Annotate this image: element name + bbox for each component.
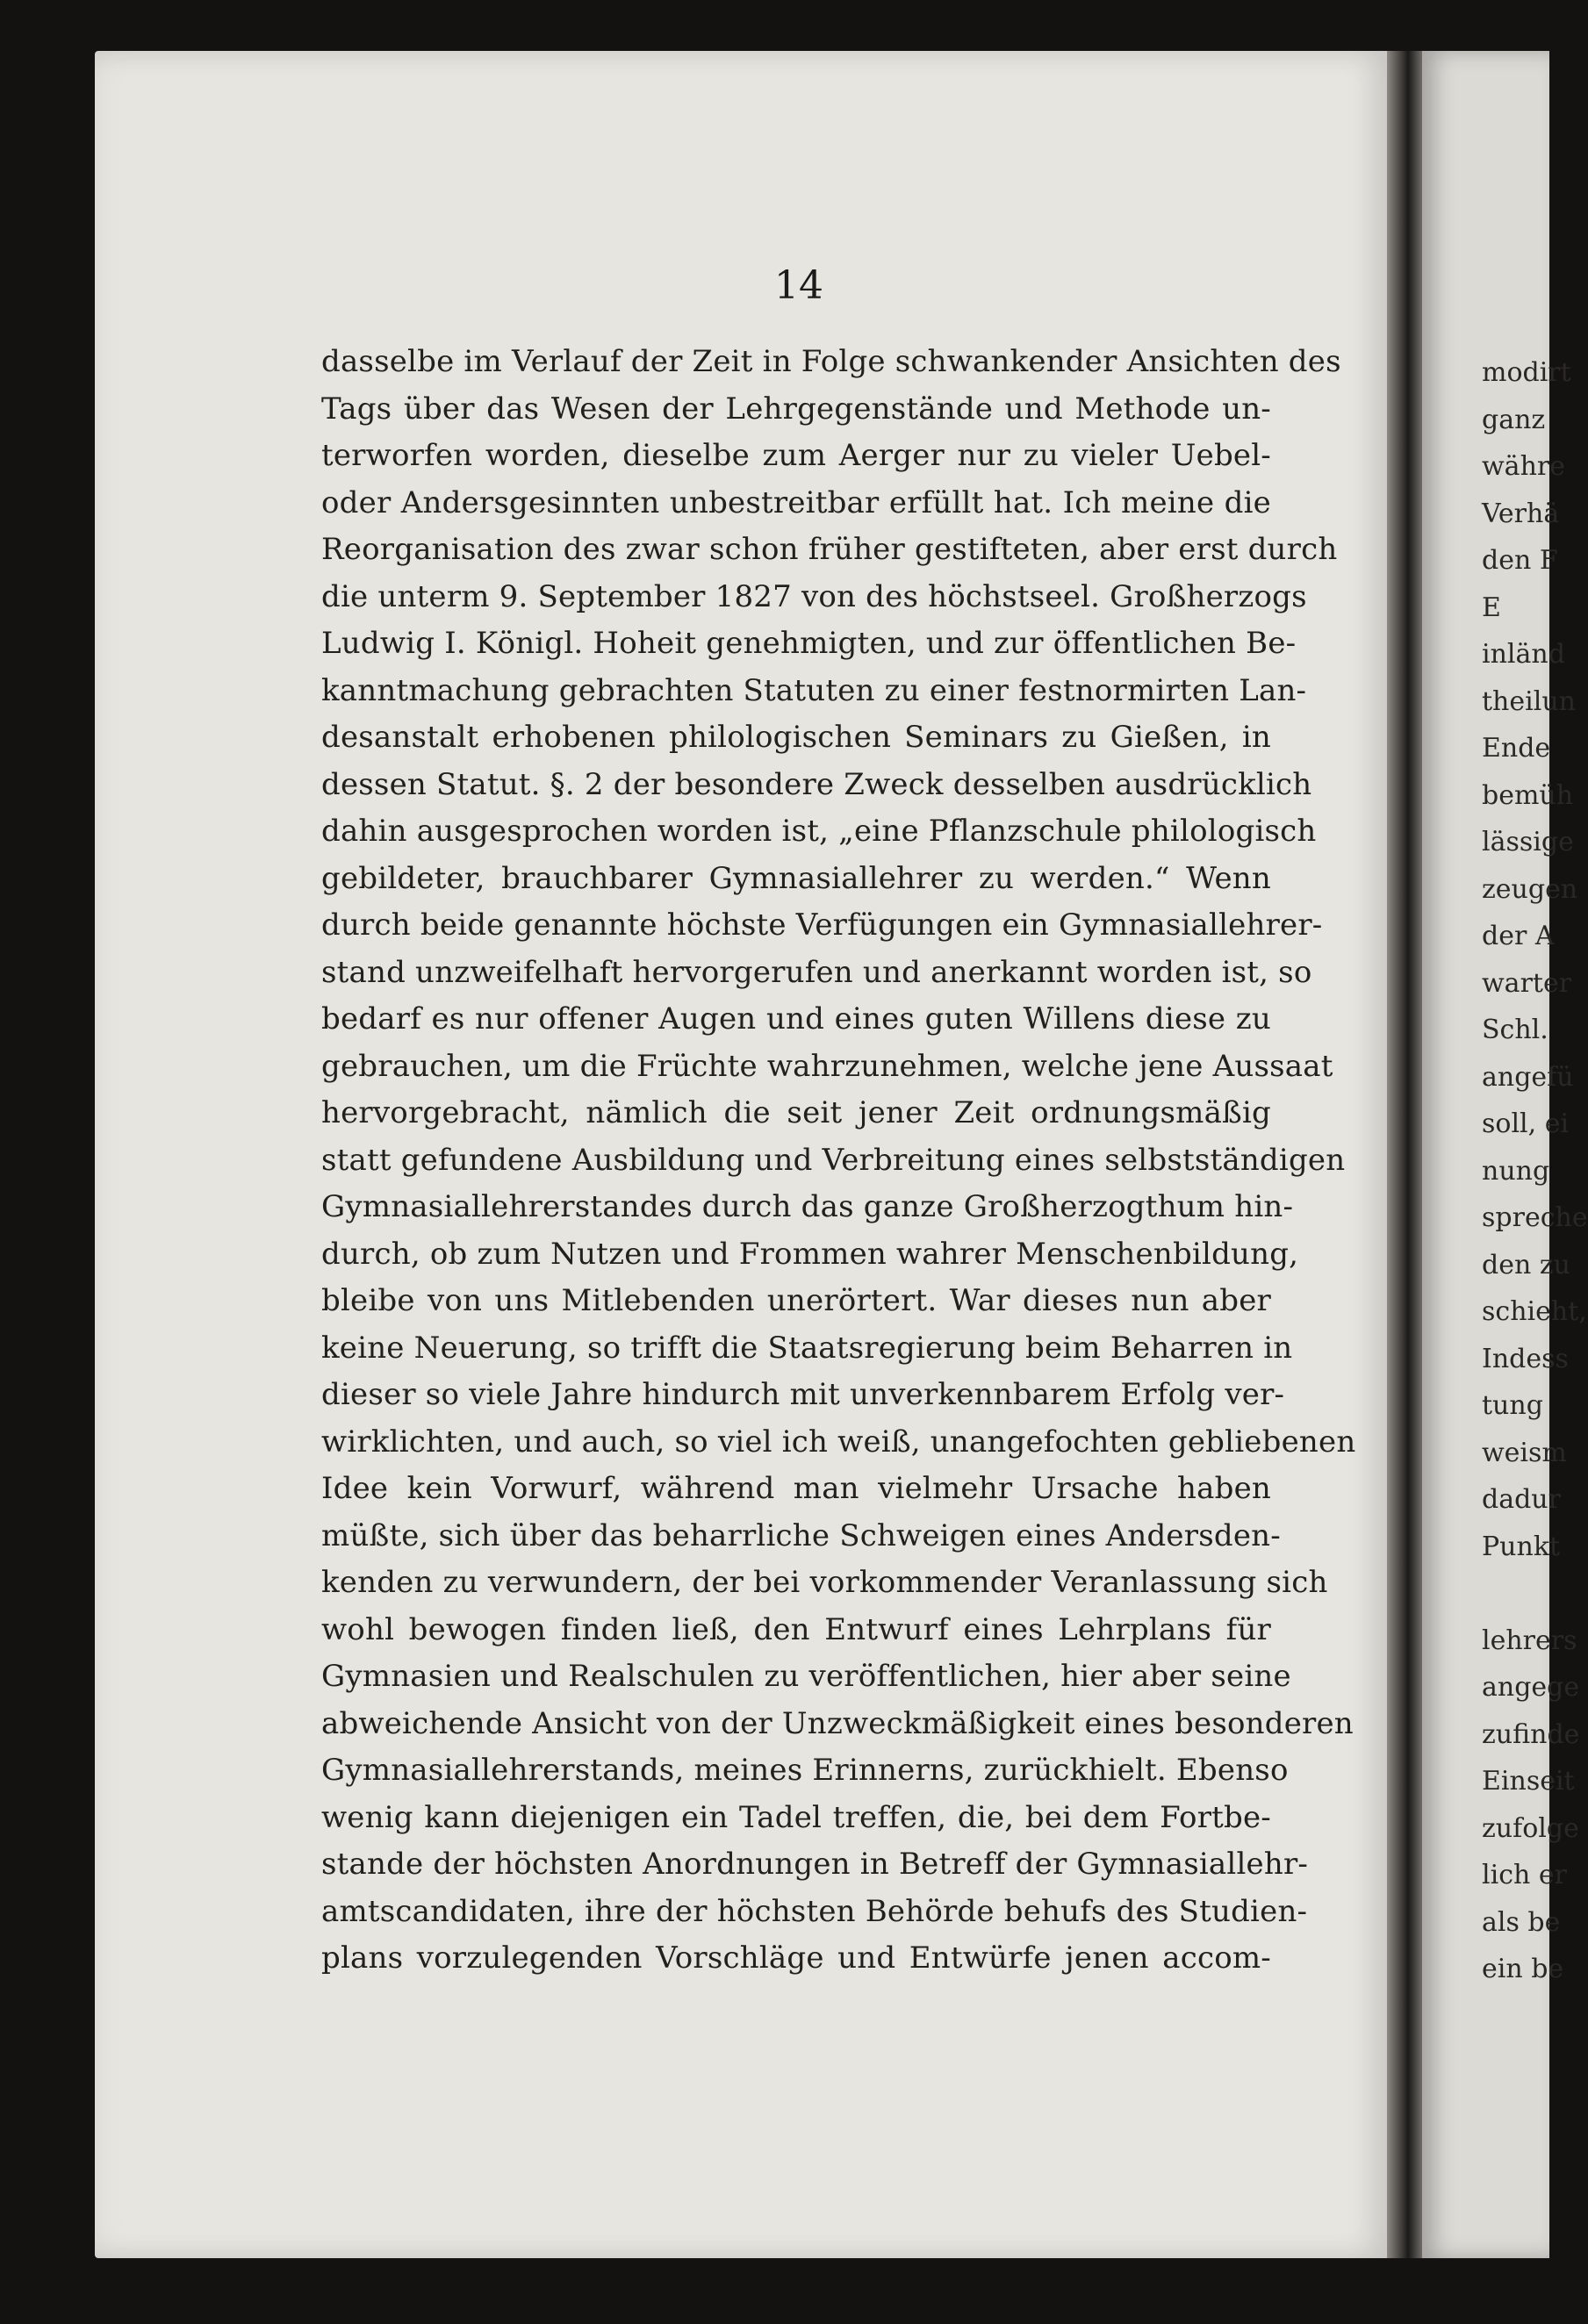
facing-page-fragment: warter [1482, 967, 1572, 999]
text-line: durch, ob zum Nutzen und Frommen wahrer Menschenbildung, [321, 1236, 1299, 1272]
text-line: dasselbe im Verlauf der Zeit in Folge schwankender Ansichten des [321, 344, 1341, 379]
facing-page-fragment: dadur [1482, 1484, 1561, 1515]
text-line: keine Neuerung, so trifft die Staatsregierung beim Beharren in [321, 1330, 1293, 1366]
text-line: stande der höchsten Anordnungen in Betreff der Gymnasiallehr- [321, 1847, 1309, 1882]
facing-page-text [1482, 349, 1588, 1993]
facing-page-fragment: Indess [1482, 1343, 1569, 1374]
text-line: dieser so viele Jahre hindurch mit unverkennbarem Erfolg ver- [321, 1377, 1285, 1412]
text-line: desanstalt erhobenen philologischen Seminars zu Gießen, in [321, 720, 1271, 755]
facing-page-fragment: theilun [1482, 685, 1576, 717]
text-line: gebrauchen, um die Früchte wahrzunehmen, welche jene Aussaat [321, 1048, 1333, 1084]
facing-page-fragment: spreche [1482, 1202, 1588, 1233]
text-line: Reorganisation des zwar schon früher gestifteten, aber erst durch [321, 532, 1338, 567]
text-line: amtscandidaten, ihre der höchsten Behörde behufs des Studien- [321, 1893, 1308, 1929]
facing-page-fragment: nung [1482, 1155, 1550, 1187]
facing-page-fragment: Einseit [1482, 1766, 1575, 1797]
text-line: statt gefundene Ausbildung und Verbreitung eines selbstständigen [321, 1142, 1346, 1178]
facing-page-fragment: zufolge [1482, 1812, 1579, 1844]
facing-page-fragment: den zu [1482, 1249, 1570, 1280]
text-line: Tags über das Wesen der Lehrgegenstände und Methode un- [321, 391, 1271, 427]
facing-page-fragment: schieht, [1482, 1296, 1587, 1327]
facing-page-fragment: als be [1482, 1906, 1561, 1938]
text-line: gebildeter, brauchbarer Gymnasiallehrer zu werden.“ Wenn [321, 860, 1271, 896]
facing-page-fragment: zeugen [1482, 873, 1578, 905]
facing-page-fragment: angefü [1482, 1061, 1574, 1093]
facing-page-fragment: lich er [1482, 1860, 1567, 1890]
text-line: dahin ausgesprochen worden ist, „eine Pflanzschule philologisch [321, 814, 1317, 849]
text-line: bleibe von uns Mitlebenden unerörtert. War dieses nun aber [321, 1283, 1271, 1318]
text-line: Gymnasiallehrerstandes durch das ganze Großherzogthum hin- [321, 1189, 1294, 1224]
facing-page-fragment [1482, 1570, 1552, 1617]
text-line: wirklichten, und auch, so viel ich weiß, unangefochten gebliebenen [321, 1424, 1356, 1460]
text-line: hervorgebracht, nämlich die seit jener Zeit ordnungsmäßig [321, 1095, 1271, 1130]
text-line: Gymnasien und Realschulen zu veröffentlichen, hier aber seine [321, 1659, 1291, 1694]
facing-page-fragment: E [1482, 592, 1501, 623]
facing-page-fragment: Verhä [1482, 498, 1560, 529]
page-number: 14 [774, 263, 823, 308]
text-line: müßte, sich über das beharrliche Schweigen eines Andersden- [321, 1517, 1281, 1553]
facing-page-fragment: Schl. [1482, 1015, 1548, 1045]
text-line: Gymnasiallehrerstands, meines Erinnerns, zurückhielt. Ebenso [321, 1753, 1289, 1788]
text-line: plans vorzulegenden Vorschläge und Entwürfe jenen accom- [321, 1940, 1271, 1976]
text-line: wenig kann diejenigen ein Tadel treffen, die, bei dem Fortbe- [321, 1799, 1271, 1835]
text-line: kanntmachung gebrachten Statuten zu einer festnormirten Lan- [321, 672, 1307, 708]
text-line: kenden zu verwundern, der bei vorkommender Veranlassung sich [321, 1565, 1328, 1600]
facing-page-fragment: der A [1482, 921, 1555, 951]
text-line: Ludwig I. Königl. Hoheit genehmigten, und zur öffentlichen Be- [321, 626, 1297, 661]
text-line: terworfen worden, dieselbe zum Aerger nur zu vieler Uebel- [321, 438, 1271, 473]
facing-page-fragment: soll, ei [1482, 1108, 1570, 1139]
facing-page-fragment: modirt [1482, 357, 1571, 388]
facing-page-fragment: tung [1482, 1390, 1543, 1421]
facing-page-fragment: lehrers [1482, 1625, 1577, 1656]
facing-page-fragment: inländ [1482, 639, 1565, 670]
text-line: abweichende Ansicht von der Unzweckmäßigkeit eines besonderen [321, 1705, 1354, 1741]
text-line: die unterm 9. September 1827 von des höchstseel. Großherzogs [321, 578, 1307, 614]
facing-page-fragment: weism [1482, 1437, 1567, 1468]
facing-page-fragment: lässige [1482, 827, 1574, 857]
facing-page-fragment: Ende [1482, 733, 1551, 764]
facing-page-fragment: Punkt [1482, 1531, 1561, 1562]
facing-page-fragment: zufinde [1482, 1718, 1580, 1750]
facing-page-fragment: währe [1482, 451, 1565, 482]
text-line: oder Andersgesinnten unbestreitbar erfüllt hat. Ich meine die [321, 484, 1271, 520]
text-line: dessen Statut. §. 2 der besondere Zweck desselben ausdrücklich [321, 766, 1312, 802]
text-line: bedarf es nur offener Augen und eines guten Willens diese zu [321, 1001, 1271, 1036]
facing-page-fragment: ein be [1482, 1954, 1564, 1984]
facing-page-fragment: den F [1482, 545, 1558, 576]
facing-page-fragment: ganz [1482, 404, 1546, 435]
text-line: durch beide genannte höchste Verfügungen ein Gymnasiallehrer- [321, 907, 1323, 943]
text-line: stand unzweifelhaft hervorgerufen und anerkannt worden ist, so [321, 954, 1312, 990]
facing-page-fragment: angege [1482, 1672, 1580, 1703]
text-line: wohl bewogen finden ließ, den Entwurf eines Lehrplans für [321, 1611, 1271, 1647]
book-gutter [1387, 51, 1422, 2258]
body-text [321, 339, 1356, 1983]
facing-page-fragment: bemüh [1482, 779, 1574, 811]
text-line: Idee kein Vorwurf, während man vielmehr Ursache haben [321, 1471, 1271, 1506]
